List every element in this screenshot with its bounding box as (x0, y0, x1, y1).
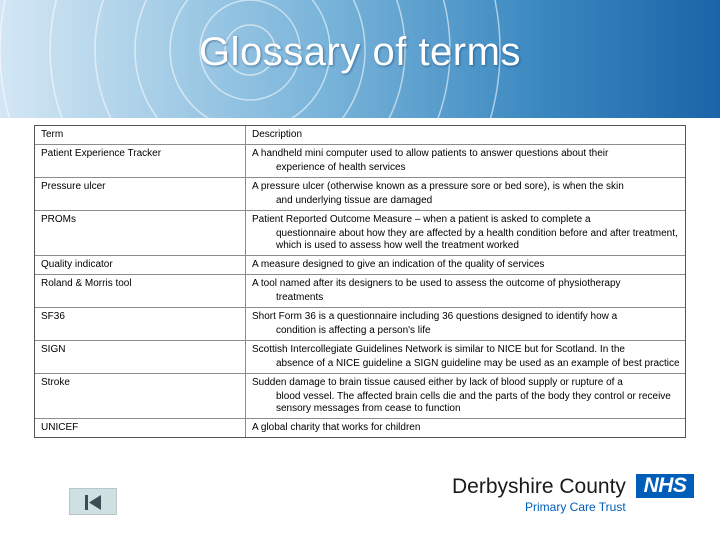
term-cell: UNICEF (35, 419, 246, 438)
glossary-table (34, 125, 686, 438)
nhs-logo (440, 470, 700, 530)
description-cell (246, 419, 686, 438)
term-cell: SIGN (35, 341, 246, 374)
description-cell (246, 256, 686, 275)
term-cell: Patient Experience Tracker (35, 145, 246, 178)
description-continuation: condition is affecting a person's life (276, 325, 431, 336)
description-text: A tool named after its designers to be used to assess the outcome of physiotherapy (252, 278, 621, 289)
description-text: Sudden damage to brain tissue caused either by lack of blood supply or rupture of a (252, 377, 623, 388)
logo-subtitle: Primary Care Trust (525, 500, 626, 514)
table-row (35, 145, 686, 178)
table-row (35, 374, 686, 419)
header-description: Description (246, 126, 686, 145)
slide-header (0, 0, 720, 118)
table-row (35, 178, 686, 211)
description-text: A global charity that works for children (252, 422, 421, 433)
nhs-badge: NHS (636, 474, 694, 498)
table-row (35, 211, 686, 256)
description-continuation: blood vessel. The affected brain cells die and the parts of the body they control or receive sensory messages from cease to function (276, 391, 671, 414)
description-continuation: treatments (276, 292, 324, 303)
header-term: Term (35, 126, 246, 145)
description-text: A pressure ulcer (otherwise known as a pressure sore or bed sore), is when the skin (252, 181, 624, 192)
first-slide-icon (70, 489, 118, 516)
description-text: A handheld mini computer used to allow patients to answer questions about their (252, 148, 609, 159)
description-continuation: and underlying tissue are damaged (276, 195, 433, 206)
description-cell (246, 341, 686, 374)
description-cell (246, 178, 686, 211)
description-cell (246, 308, 686, 341)
description-text: A measure designed to give an indication of the quality of services (252, 259, 545, 270)
description-text: Short Form 36 is a questionnaire including 36 questions designed to identify how a (252, 311, 618, 322)
table-row (35, 275, 686, 308)
description-text: Patient Reported Outcome Measure – when a patient is asked to complete a (252, 214, 591, 225)
logo-org-name: Derbyshire County (452, 475, 626, 498)
table-row (35, 256, 686, 275)
term-cell: Quality indicator (35, 256, 246, 275)
description-continuation: questionnaire about how they are affected by a health condition before and after treatment, which is used to assess how well the treatment worked (276, 228, 678, 251)
description-cell (246, 211, 686, 256)
first-slide-button[interactable] (69, 488, 117, 515)
description-continuation: absence of a NICE guideline a SIGN guideline may be used as an example of best practice (276, 358, 680, 369)
table-row (35, 308, 686, 341)
description-cell (246, 145, 686, 178)
description-continuation: experience of health services (276, 162, 406, 173)
description-cell (246, 275, 686, 308)
term-cell: SF36 (35, 308, 246, 341)
table-header-row (35, 126, 686, 145)
page-title: Glossary of terms (199, 30, 521, 74)
term-cell: Stroke (35, 374, 246, 419)
table-row (35, 341, 686, 374)
term-cell: Pressure ulcer (35, 178, 246, 211)
description-cell (246, 374, 686, 419)
table-row (35, 419, 686, 438)
description-text: Scottish Intercollegiate Guidelines Network is similar to NICE but for Scotland. In the (252, 344, 625, 355)
term-cell: Roland & Morris tool (35, 275, 246, 308)
term-cell: PROMs (35, 211, 246, 256)
